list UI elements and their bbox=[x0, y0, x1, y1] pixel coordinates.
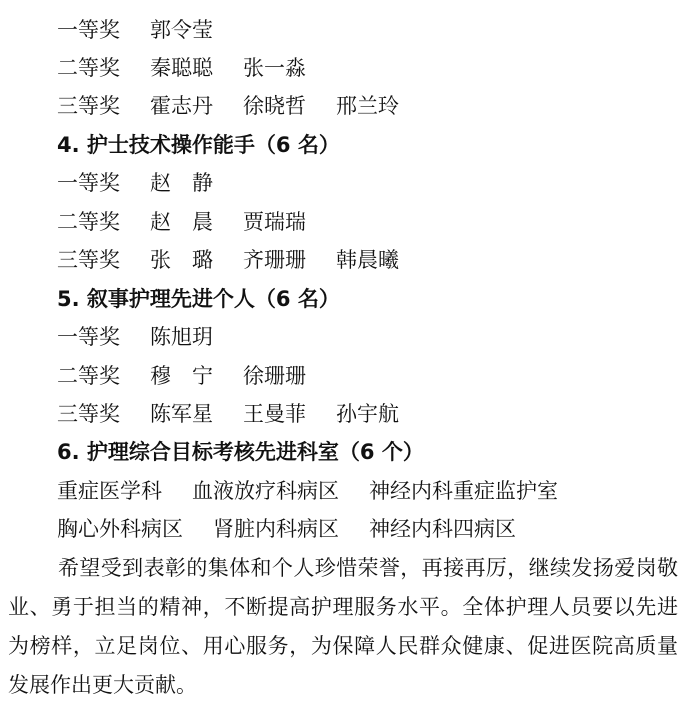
award-row bbox=[57, 91, 429, 121]
award-row bbox=[57, 168, 243, 198]
closing-paragraph: 希望受到表彰的集体和个人珍惜荣誉，再接再厉，继续发扬爱岗敬业、勇于担当的精神，不断提高护理服务水平。全体护理人员要以先进为榜样，立足岗位、用心服务，为保障人民群众健康、促进医院高质量发展作出更大贡献。 bbox=[8, 556, 678, 697]
department-row bbox=[57, 476, 588, 506]
winner-name: 赵 晨 bbox=[150, 210, 213, 234]
department-name: 血液放疗科病区 bbox=[192, 479, 339, 503]
award-row bbox=[57, 322, 243, 352]
winner-name: 陈旭玥 bbox=[150, 325, 213, 349]
award-row bbox=[57, 207, 336, 237]
winner-name: 徐晓哲 bbox=[243, 94, 306, 118]
department-name: 肾脏内科病区 bbox=[213, 517, 339, 541]
award-label: 三等奖 bbox=[57, 94, 120, 118]
department-name: 胸心外科病区 bbox=[57, 517, 183, 541]
winner-name: 郭令莹 bbox=[150, 18, 213, 42]
department-name: 神经内科重症监护室 bbox=[369, 479, 558, 503]
winner-name: 王曼菲 bbox=[243, 402, 306, 426]
award-label: 三等奖 bbox=[57, 248, 120, 272]
department-row bbox=[57, 514, 546, 544]
winner-name: 赵 静 bbox=[150, 171, 213, 195]
award-label: 二等奖 bbox=[57, 364, 120, 388]
winner-name: 韩晨曦 bbox=[336, 248, 399, 272]
award-row bbox=[57, 53, 336, 83]
award-label: 二等奖 bbox=[57, 210, 120, 234]
award-label: 三等奖 bbox=[57, 402, 120, 426]
winner-name: 孙宇航 bbox=[336, 402, 399, 426]
winner-name: 秦聪聪 bbox=[150, 56, 213, 80]
award-row bbox=[57, 245, 429, 275]
section-heading: 4. 护士技术操作能手（6 名） bbox=[57, 133, 340, 157]
winner-name: 张 璐 bbox=[150, 248, 213, 272]
winner-name: 陈军星 bbox=[150, 402, 213, 426]
award-label: 一等奖 bbox=[57, 325, 120, 349]
award-label: 一等奖 bbox=[57, 18, 120, 42]
winner-name: 霍志丹 bbox=[150, 94, 213, 118]
section-heading: 6. 护理综合目标考核先进科室（6 个） bbox=[57, 440, 424, 464]
award-label: 一等奖 bbox=[57, 171, 120, 195]
award-label: 二等奖 bbox=[57, 56, 120, 80]
winner-name: 贾瑞瑞 bbox=[243, 210, 306, 234]
winner-name: 邢兰玲 bbox=[336, 94, 399, 118]
award-row bbox=[57, 15, 243, 45]
award-row bbox=[57, 361, 336, 391]
section-heading: 5. 叙事护理先进个人（6 名） bbox=[57, 287, 340, 311]
winner-name: 穆 宁 bbox=[150, 364, 213, 388]
winner-name: 齐珊珊 bbox=[243, 248, 306, 272]
department-name: 神经内科四病区 bbox=[369, 517, 516, 541]
winner-name: 徐珊珊 bbox=[243, 364, 306, 388]
award-row bbox=[57, 399, 429, 429]
department-name: 重症医学科 bbox=[57, 479, 162, 503]
winner-name: 张一淼 bbox=[243, 56, 306, 80]
